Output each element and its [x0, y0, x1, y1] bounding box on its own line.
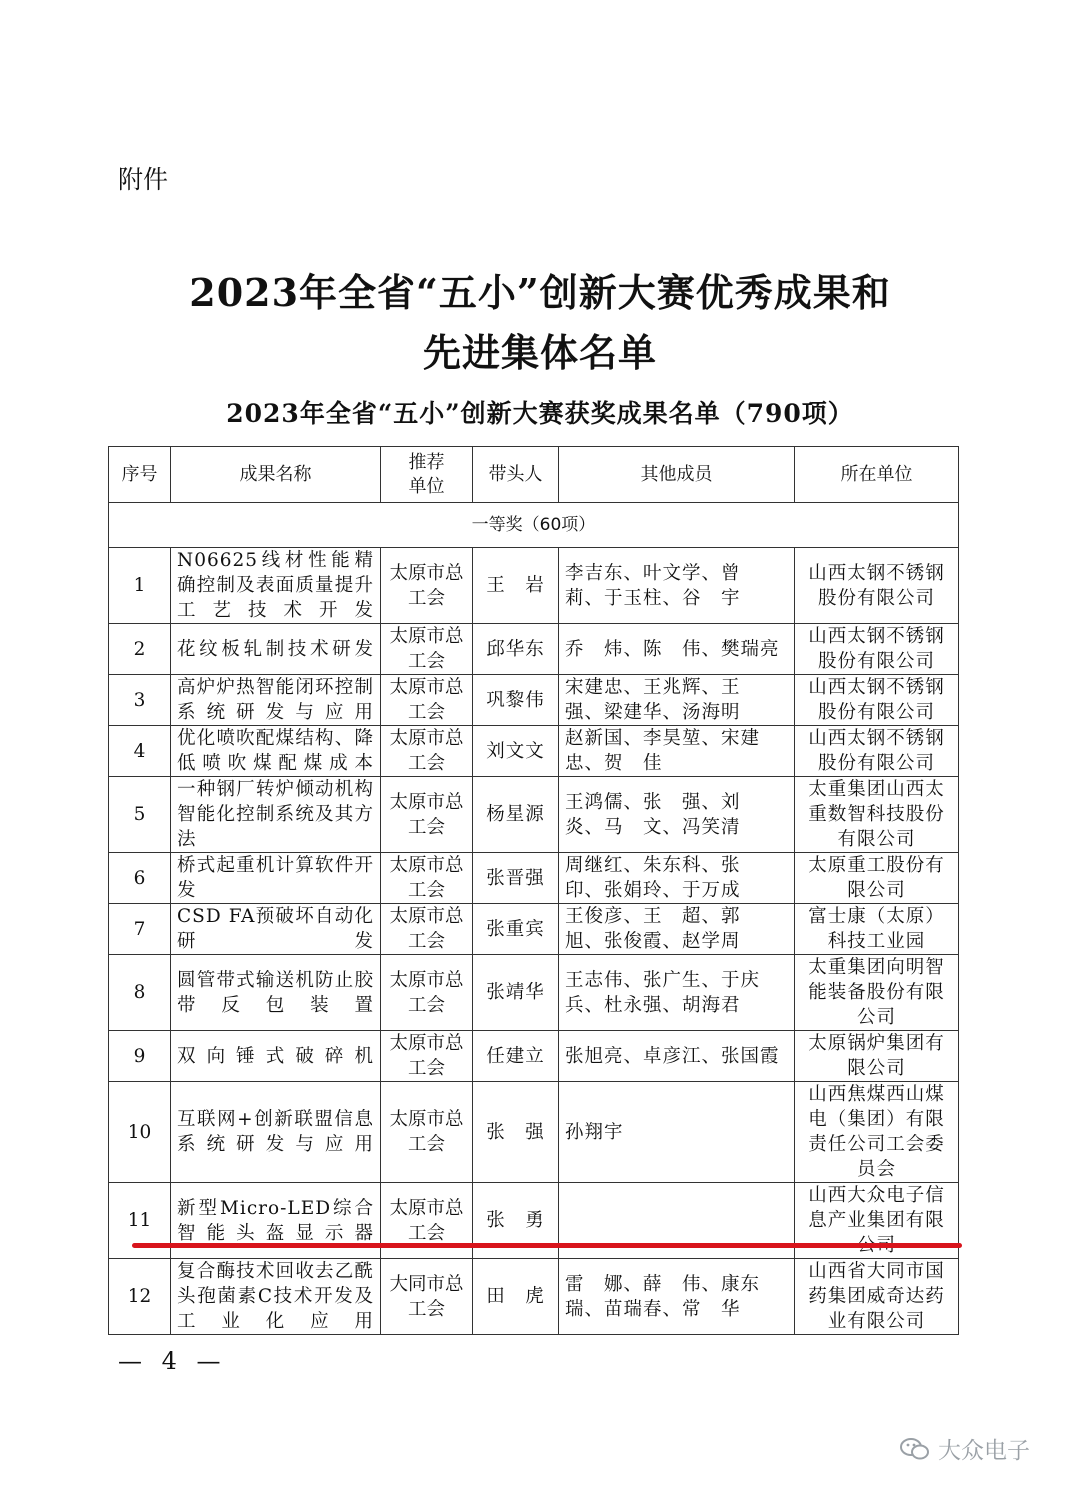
section-row — [109, 503, 959, 548]
row-num: 11 — [109, 1183, 171, 1259]
row-achievement-name: 双向锤式破碎机 — [171, 1031, 381, 1082]
row-leader: 邱华东 — [473, 624, 559, 675]
row-unit: 太原锅炉集团有限公司 — [795, 1031, 959, 1082]
row-recommender: 太原市总工会 — [381, 955, 473, 1031]
table-subtitle: 2023年全省“五小”创新大赛获奖成果名单（790项） — [226, 399, 854, 428]
row-num: 8 — [109, 955, 171, 1031]
row-members: 孙翔宇 — [559, 1082, 795, 1183]
row-leader: 张晋强 — [473, 853, 559, 904]
row-leader: 张 强 — [473, 1082, 559, 1183]
row-achievement-name: 花纹板轧制技术研发 — [171, 624, 381, 675]
page-title-line-1: 2023年全省“五小”创新大赛优秀成果和 — [189, 270, 891, 315]
row-recommender: 太原市总工会 — [381, 1031, 473, 1082]
row-num: 1 — [109, 548, 171, 624]
row-recommender: 太原市总工会 — [381, 675, 473, 726]
row-unit: 山西焦煤西山煤电（集团）有限责任公司工会委员会 — [795, 1082, 959, 1183]
row-members: 王鸿儒、张 强、刘 炎、马 文、冯笑清 — [559, 777, 795, 853]
section-label: 一等奖（60项） — [109, 503, 959, 548]
row-recommender: 太原市总工会 — [381, 1183, 473, 1259]
row-recommender: 太原市总工会 — [381, 853, 473, 904]
table-row — [109, 777, 959, 853]
row-members: 乔 炜、陈 伟、樊瑞亮 — [559, 624, 795, 675]
row-unit: 山西大众电子信息产业集团有限 — [795, 1183, 959, 1259]
row-recommender: 太原市总工会 — [381, 1082, 473, 1183]
row-leader: 王 岩 — [473, 548, 559, 624]
row-members: 宋建忠、王兆辉、王 强、梁建华、汤海明 — [559, 675, 795, 726]
row-achievement-name: 优化喷吹配煤结构、降低喷吹煤配煤成本 — [171, 726, 381, 777]
row-num: 10 — [109, 1082, 171, 1183]
header-unit: 所在单位 — [795, 447, 959, 503]
row-unit: 山西省大同市国药集团威奇达药业有限公司 — [795, 1259, 959, 1335]
row-recommender: 太原市总工会 — [381, 548, 473, 624]
table-row — [109, 675, 959, 726]
row-leader: 巩黎伟 — [473, 675, 559, 726]
table-header-row — [109, 447, 959, 503]
red-highlight-line — [132, 1243, 962, 1248]
header-members: 其他成员 — [559, 447, 795, 503]
row-unit: 山西太钢不锈钢股份有限公司 — [795, 675, 959, 726]
row-unit: 山西太钢不锈钢股份有限公司 — [795, 548, 959, 624]
row-num: 5 — [109, 777, 171, 853]
row-leader: 张重宾 — [473, 904, 559, 955]
table-row — [109, 548, 959, 624]
row-unit: 太重集团向明智能装备股份有限公司 — [795, 955, 959, 1031]
table-row — [109, 726, 959, 777]
row-members: 李吉东、叶文学、曾 莉、于玉柱、谷 宇 — [559, 548, 795, 624]
row-leader: 张靖华 — [473, 955, 559, 1031]
row-unit: 太原重工股份有限公司 — [795, 853, 959, 904]
row-unit: 山西太钢不锈钢股份有限公司 — [795, 624, 959, 675]
row-num: 4 — [109, 726, 171, 777]
row-leader: 张 勇 — [473, 1183, 559, 1259]
row-unit: 富士康（太原）科技工业园 — [795, 904, 959, 955]
table-row — [109, 1259, 959, 1335]
table-row — [109, 1082, 959, 1183]
row-unit: 太重集团山西太重数智科技股份有限公司 — [795, 777, 959, 853]
watermark-text: 大众电子 — [938, 1438, 1030, 1464]
row-recommender: 太原市总工会 — [381, 624, 473, 675]
attachment-label: 附件 — [118, 165, 169, 194]
awards-table — [108, 446, 959, 1335]
row-num: 12 — [109, 1259, 171, 1335]
row-members: 雷 娜、薛 伟、康东瑞、苗瑞春、常 华 — [559, 1259, 795, 1335]
row-achievement-name: 桥式起重机计算软件开发 — [171, 853, 381, 904]
row-recommender: 太原市总工会 — [381, 904, 473, 955]
table-row — [109, 955, 959, 1031]
header-recommender: 推荐单位 — [381, 447, 473, 503]
wechat-icon — [900, 1437, 930, 1461]
row-leader: 田 虎 — [473, 1259, 559, 1335]
row-leader: 杨星源 — [473, 777, 559, 853]
row-recommender: 太原市总工会 — [381, 777, 473, 853]
page-number: — 4 — — [118, 1347, 227, 1375]
table-row — [109, 1031, 959, 1082]
row-recommender: 大同市总工会 — [381, 1259, 473, 1335]
header-leader: 带头人 — [473, 447, 559, 503]
header-num: 序号 — [109, 447, 171, 503]
row-num: 6 — [109, 853, 171, 904]
row-achievement-name: 一种钢厂转炉倾动机构智能化控制系统及其方法 — [171, 777, 381, 853]
row-unit: 山西太钢不锈钢股份有限公司 — [795, 726, 959, 777]
row-num: 9 — [109, 1031, 171, 1082]
table-row — [109, 853, 959, 904]
row-members: 王俊彦、王 超、郭 旭、张俊霞、赵学周 — [559, 904, 795, 955]
wechat-watermark — [900, 1432, 1030, 1465]
header-name: 成果名称 — [171, 447, 381, 503]
row-achievement-name: 高炉炉热智能闭环控制系统研发与应用 — [171, 675, 381, 726]
row-achievement-name: 圆管带式输送机防止胶带反包装置 — [171, 955, 381, 1031]
row-members: 周继红、朱东科、张 印、张娟玲、于万成 — [559, 853, 795, 904]
row-members: 张旭亮、卓彦江、张国霞 — [559, 1031, 795, 1082]
page-title-line-2: 先进集体名单 — [422, 330, 657, 375]
row-num: 3 — [109, 675, 171, 726]
row-leader: 任建立 — [473, 1031, 559, 1082]
row-achievement-name: N06625线材性能精确控制及表面质量提升工艺技术开发 — [171, 548, 381, 624]
row-achievement-name: 新型Micro-LED综合智能头盔显示器 — [171, 1183, 381, 1259]
row-num: 7 — [109, 904, 171, 955]
row-achievement-name: 互联网+创新联盟信息系统研发与应用 — [171, 1082, 381, 1183]
table-row — [109, 904, 959, 955]
row-num: 2 — [109, 624, 171, 675]
row-members: 王志伟、张广生、于庆兵、杜永强、胡海君 — [559, 955, 795, 1031]
row-members: 赵新国、李昊堃、宋建忠、贺 佳 — [559, 726, 795, 777]
row-achievement-name: CSD FA预破坏自动化研发 — [171, 904, 381, 955]
table-row — [109, 624, 959, 675]
row-leader: 刘文文 — [473, 726, 559, 777]
row-recommender: 太原市总工会 — [381, 726, 473, 777]
row-achievement-name: 复合酶技术回收去乙酰头孢菌素C技术开发及工业化应用 — [171, 1259, 381, 1335]
